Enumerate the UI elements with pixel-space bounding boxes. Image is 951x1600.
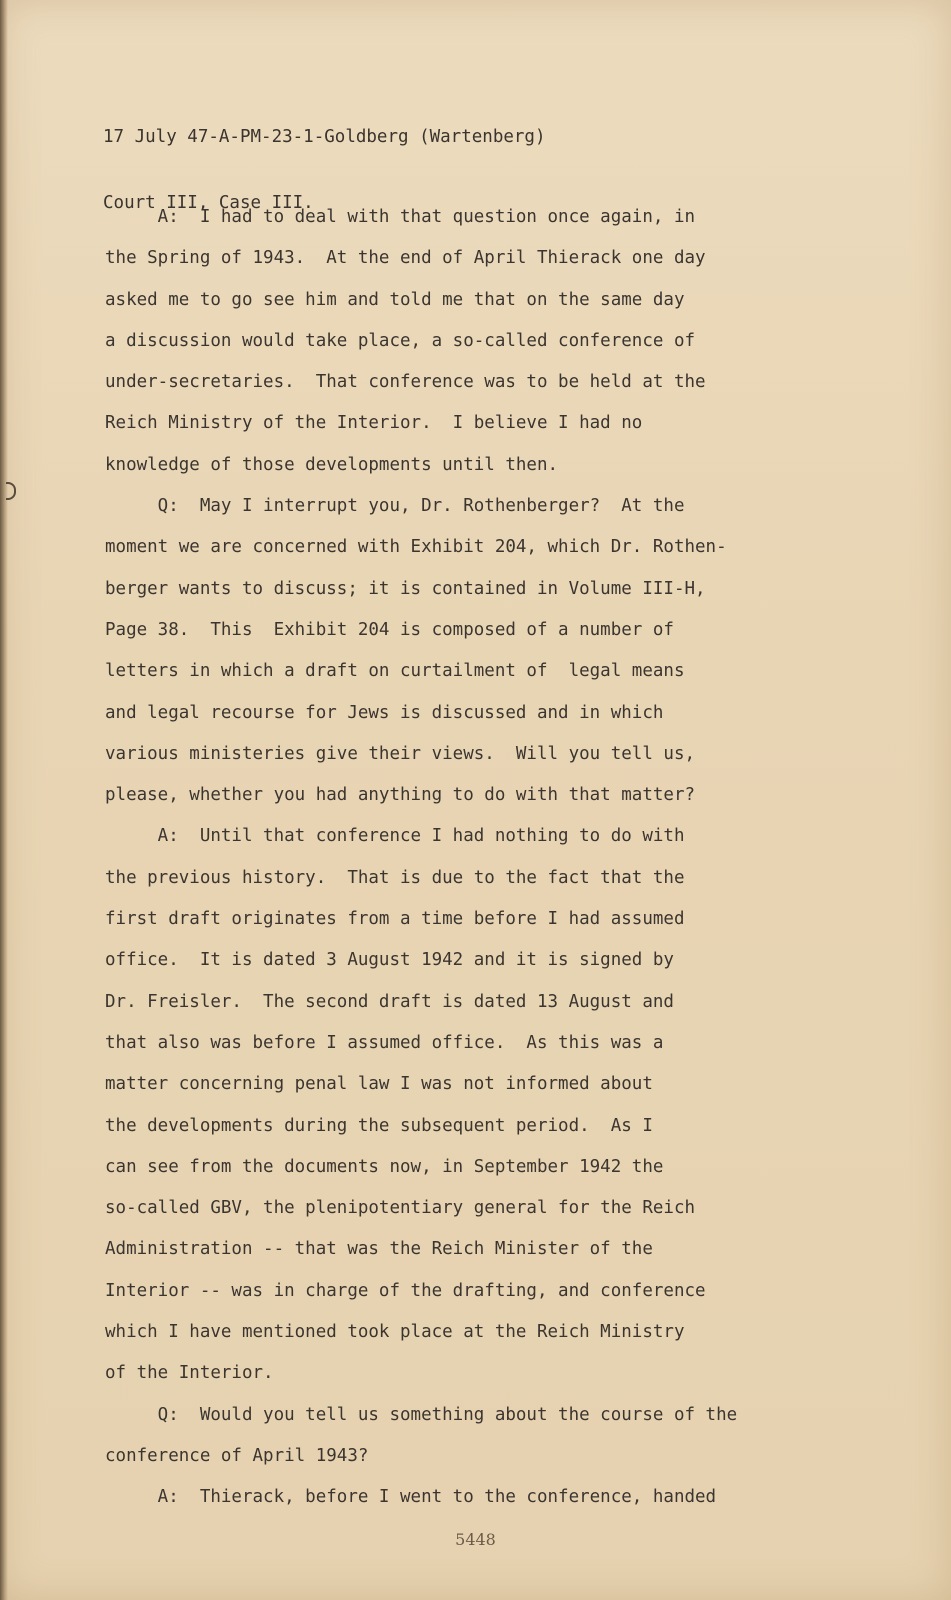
transcript-line: under-secretaries. That conference was to be held at the [105, 372, 706, 393]
transcript-line: various ministeries give their views. Will you tell us, [105, 743, 696, 764]
transcript-line: Q: Would you tell us something about the course of the [105, 1404, 738, 1425]
binding-hole-mark [6, 482, 16, 500]
transcript-line: a discussion would take place, a so-called conference of [105, 330, 696, 351]
transcript-line: asked me to go see him and told me that on the same day [105, 289, 685, 310]
transcript-line: office. It is dated 3 August 1942 and it is signed by [105, 950, 674, 971]
transcript-line: matter concerning penal law I was not informed about [105, 1074, 653, 1095]
header-line-1: 17 July 47-A-PM-23-1-Goldberg (Wartenberg) [103, 127, 546, 147]
transcript-line: which I have mentioned took place at the Reich Ministry [105, 1322, 685, 1343]
transcript-line: of the Interior. [105, 1363, 274, 1384]
transcript-line: the Spring of 1943. At the end of April Thierack one day [105, 248, 706, 269]
transcript-line: Administration -- that was the Reich Minister of the [105, 1239, 653, 1260]
transcript-line: Reich Ministry of the Interior. I believe I had no [105, 413, 643, 434]
page-edge-shadow [0, 0, 8, 1600]
transcript-line: the previous history. That is due to the fact that the [105, 867, 685, 888]
transcript-line: A: I had to deal with that question once again, in [105, 207, 696, 227]
transcript-line: so-called GBV, the plenipotentiary general for the Reich [105, 1198, 696, 1219]
transcript-line: berger wants to discuss; it is contained in Volume III-H, [105, 578, 706, 599]
transcript-line: Interior -- was in charge of the drafting, and conference [105, 1280, 706, 1301]
transcript-line: Page 38. This Exhibit 204 is composed of a number of [105, 619, 674, 640]
transcript-line: Q: May I interrupt you, Dr. Rothenberger? At the [105, 496, 685, 517]
transcript-line: that also was before I assumed office. As this was a [105, 1032, 664, 1053]
transcript-line: conference of April 1943? [105, 1445, 369, 1466]
transcript-line: A: Thierack, before I went to the conference, handed [105, 1487, 717, 1508]
transcript-line: knowledge of those developments until then. [105, 454, 559, 475]
transcript-line: please, whether you had anything to do with that matter? [105, 785, 696, 806]
page-number: 5448 [455, 1530, 496, 1549]
transcript-line: can see from the documents now, in September 1942 the [105, 1156, 664, 1177]
transcript-line: and legal recourse for Jews is discussed and in which [105, 702, 664, 723]
transcript-line: Dr. Freisler. The second draft is dated 13 August and [105, 991, 674, 1012]
transcript-line: letters in which a draft on curtailment of legal means [105, 661, 685, 682]
transcript-line: the developments during the subsequent period. As I [105, 1115, 653, 1136]
transcript-body [105, 197, 835, 1519]
transcript-line: A: Until that conference I had nothing to do with [105, 826, 685, 847]
transcript-line: first draft originates from a time before I had assumed [105, 909, 685, 930]
header-line-2: Court III, Case III. [103, 193, 314, 213]
transcript-line: moment we are concerned with Exhibit 204, which Dr. Rothen- [105, 537, 727, 558]
